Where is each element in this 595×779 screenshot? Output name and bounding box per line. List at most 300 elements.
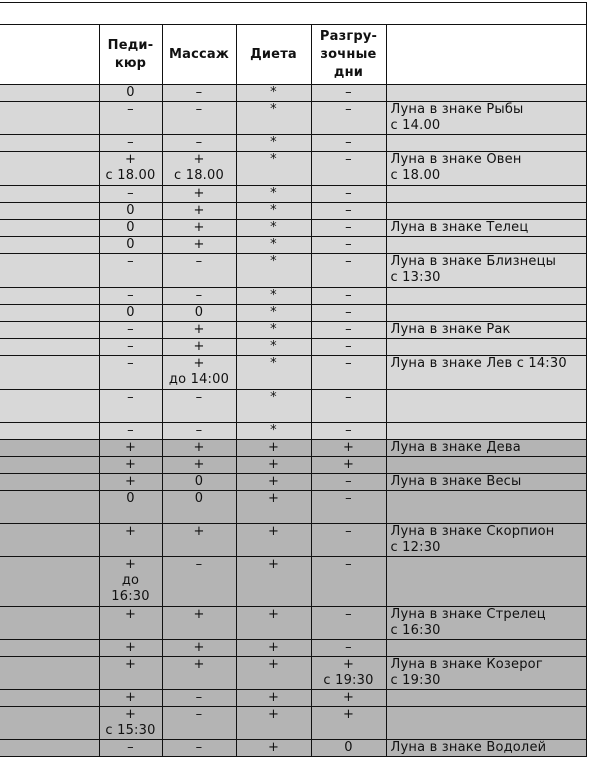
pedicure-cell xyxy=(99,356,162,390)
pedicure-cell-text: + xyxy=(124,474,137,489)
massage-cell-text: – xyxy=(195,288,203,303)
massage-cell-text: + xyxy=(193,440,205,455)
diet-cell-text: + xyxy=(267,557,280,572)
pedicure-cell-text: – xyxy=(127,288,134,303)
massage-cell-text: – xyxy=(195,390,203,405)
diet-cell-text: * xyxy=(270,254,277,269)
diet-cell-text: + xyxy=(267,707,280,722)
moon-note-cell xyxy=(386,305,586,322)
moon-note-cell xyxy=(386,322,586,339)
diet-cell-text: * xyxy=(270,135,277,150)
pedicure-cell xyxy=(99,305,162,322)
pedicure-cell-text: – xyxy=(127,322,134,337)
moon-note-cell xyxy=(386,237,586,254)
pedicure-cell-text: + xyxy=(124,440,137,455)
fasting-cell-text: – xyxy=(345,85,352,100)
diet-cell-text: + xyxy=(267,640,280,655)
fasting-cell xyxy=(311,254,386,288)
massage-cell-text: + xyxy=(193,607,205,622)
massage-cell xyxy=(162,474,236,491)
fasting-cell-text: – xyxy=(345,607,352,622)
massage-cell-text: + xyxy=(193,203,205,218)
table-row xyxy=(0,152,586,186)
diet-cell xyxy=(236,607,311,640)
fasting-cell xyxy=(311,288,386,305)
massage-cell-text: – xyxy=(195,85,203,100)
table-row xyxy=(0,457,586,474)
moon-note-cell xyxy=(386,186,586,203)
table-body xyxy=(0,3,586,757)
fasting-cell-text: – xyxy=(345,557,352,572)
massage-cell xyxy=(162,237,236,254)
massage-cell xyxy=(162,102,236,135)
table-row xyxy=(0,474,586,491)
header-fasting xyxy=(311,25,386,85)
fasting-cell xyxy=(311,356,386,390)
fasting-cell xyxy=(311,524,386,557)
massage-cell-text: – xyxy=(195,707,203,722)
pedicure-cell xyxy=(99,491,162,524)
pedicure-cell xyxy=(99,423,162,440)
table-row xyxy=(0,557,586,607)
title-cell xyxy=(0,3,586,25)
pedicure-cell-text: 0 xyxy=(126,305,135,320)
diet-cell xyxy=(236,254,311,288)
table-row xyxy=(0,254,586,288)
row-blank-cell xyxy=(0,288,99,305)
fasting-cell xyxy=(311,640,386,657)
massage-cell-text: – xyxy=(195,102,203,117)
table-row xyxy=(0,524,586,557)
diet-cell-text: + xyxy=(267,524,280,539)
header-notes xyxy=(386,25,586,85)
diet-cell-text: * xyxy=(270,390,277,405)
pedicure-cell xyxy=(99,322,162,339)
pedicure-cell xyxy=(99,440,162,457)
pedicure-cell-text: + xyxy=(124,640,137,655)
fasting-cell-text: 0 xyxy=(344,740,353,755)
fasting-cell xyxy=(311,85,386,102)
row-blank-cell xyxy=(0,339,99,356)
pedicure-cell xyxy=(99,557,162,607)
moon-note-cell xyxy=(386,356,586,390)
massage-cell xyxy=(162,85,236,102)
row-blank-cell xyxy=(0,203,99,220)
pedicure-cell-text: + xyxy=(124,657,137,672)
fasting-cell-text: – xyxy=(345,474,352,489)
diet-cell-text: * xyxy=(270,220,277,235)
header-pedicure xyxy=(99,25,162,85)
moon-note-cell xyxy=(386,423,586,440)
diet-cell xyxy=(236,322,311,339)
pedicure-cell-text: + с 15:30 xyxy=(105,707,156,738)
table-row xyxy=(0,186,586,203)
pedicure-cell xyxy=(99,237,162,254)
pedicure-cell-text: – xyxy=(127,740,134,755)
header-massage-label: Массаж xyxy=(168,46,230,62)
pedicure-cell xyxy=(99,607,162,640)
massage-cell-text: 0 xyxy=(194,474,204,489)
row-blank-cell xyxy=(0,524,99,557)
row-blank-cell xyxy=(0,707,99,740)
massage-cell-text: + до 14:00 xyxy=(168,356,230,387)
header-row xyxy=(0,25,586,85)
diet-cell xyxy=(236,491,311,524)
pedicure-cell-text: + xyxy=(124,690,137,705)
pedicure-cell xyxy=(99,254,162,288)
moon-note-cell xyxy=(386,740,586,757)
fasting-cell xyxy=(311,457,386,474)
fasting-cell-text: – xyxy=(345,423,352,438)
massage-cell xyxy=(162,339,236,356)
fasting-cell-text: – xyxy=(345,356,352,371)
pedicure-cell xyxy=(99,85,162,102)
moon-note-cell-text: Луна в знаке Весы xyxy=(390,474,522,489)
diet-cell xyxy=(236,474,311,491)
diet-cell xyxy=(236,288,311,305)
diet-cell-text: * xyxy=(270,356,277,371)
pedicure-cell-text: + xyxy=(124,524,137,539)
moon-note-cell xyxy=(386,657,586,690)
row-blank-cell xyxy=(0,152,99,186)
row-blank-cell xyxy=(0,640,99,657)
row-blank-cell xyxy=(0,657,99,690)
moon-note-cell xyxy=(386,474,586,491)
fasting-cell xyxy=(311,657,386,690)
massage-cell-text: + xyxy=(193,186,205,201)
moon-note-cell xyxy=(386,440,586,457)
diet-cell xyxy=(236,390,311,423)
diet-cell xyxy=(236,690,311,707)
diet-cell xyxy=(236,135,311,152)
moon-note-cell-text: Луна в знаке Стрелец с 16:30 xyxy=(390,607,546,638)
diet-cell-text: + xyxy=(267,457,280,472)
pedicure-cell xyxy=(99,203,162,220)
pedicure-cell-text: – xyxy=(127,390,134,405)
fasting-cell xyxy=(311,491,386,524)
diet-cell-text: + xyxy=(267,690,280,705)
massage-cell xyxy=(162,288,236,305)
pedicure-cell-text: – xyxy=(127,186,134,201)
table-row xyxy=(0,135,586,152)
fasting-cell-text: – xyxy=(345,135,352,150)
diet-cell-text: + xyxy=(267,657,280,672)
moon-note-cell-text: Луна в знаке Водолей xyxy=(390,740,547,755)
diet-cell-text: + xyxy=(267,607,280,622)
fasting-cell-text: + xyxy=(342,707,355,722)
row-blank-cell xyxy=(0,85,99,102)
header-blank xyxy=(0,25,99,85)
diet-cell xyxy=(236,102,311,135)
fasting-cell xyxy=(311,557,386,607)
pedicure-cell xyxy=(99,152,162,186)
pedicure-cell-text: – xyxy=(127,135,134,150)
fasting-cell xyxy=(311,322,386,339)
moon-note-cell xyxy=(386,288,586,305)
fasting-cell-text: + xyxy=(342,457,355,472)
fasting-cell xyxy=(311,203,386,220)
moon-note-cell-text: Луна в знаке Телец xyxy=(390,220,529,235)
fasting-cell xyxy=(311,707,386,740)
moon-note-cell xyxy=(386,607,586,640)
moon-note-cell xyxy=(386,690,586,707)
massage-cell xyxy=(162,186,236,203)
massage-cell xyxy=(162,607,236,640)
massage-cell-text: – xyxy=(195,740,203,755)
fasting-cell-text: – xyxy=(345,640,352,655)
pedicure-cell-text: – xyxy=(127,356,134,371)
pedicure-cell-text: + xyxy=(124,607,137,622)
diet-cell xyxy=(236,237,311,254)
fasting-cell-text: + xyxy=(342,690,355,705)
fasting-cell xyxy=(311,690,386,707)
title-row xyxy=(0,3,586,25)
diet-cell xyxy=(236,203,311,220)
moon-note-cell-text: Луна в знаке Лев с 14:30 xyxy=(390,356,567,371)
massage-cell xyxy=(162,457,236,474)
table-row xyxy=(0,220,586,237)
massage-cell-text: + xyxy=(193,220,205,235)
fasting-cell-text: + с 19:30 xyxy=(323,657,374,688)
fasting-cell-text: – xyxy=(345,237,352,252)
massage-cell xyxy=(162,707,236,740)
fasting-cell-text: – xyxy=(345,288,352,303)
row-blank-cell xyxy=(0,457,99,474)
fasting-cell-text: – xyxy=(345,305,352,320)
pedicure-cell xyxy=(99,740,162,757)
table-row xyxy=(0,440,586,457)
moon-note-cell xyxy=(386,254,586,288)
moon-note-cell xyxy=(386,102,586,135)
massage-cell xyxy=(162,305,236,322)
pedicure-cell-text: 0 xyxy=(126,85,135,100)
table-row xyxy=(0,640,586,657)
diet-cell xyxy=(236,186,311,203)
massage-cell-text: 0 xyxy=(194,491,204,506)
massage-cell-text: – xyxy=(195,423,203,438)
moon-note-cell xyxy=(386,339,586,356)
moon-note-cell xyxy=(386,524,586,557)
row-blank-cell xyxy=(0,135,99,152)
table-row xyxy=(0,607,586,640)
moon-note-cell xyxy=(386,152,586,186)
fasting-cell xyxy=(311,237,386,254)
row-blank-cell xyxy=(0,390,99,423)
row-blank-cell xyxy=(0,474,99,491)
massage-cell xyxy=(162,557,236,607)
moon-note-cell xyxy=(386,85,586,102)
header-fasting-label: Разгру- зочные дни xyxy=(319,28,378,80)
pedicure-cell-text: + до 16:30 xyxy=(111,557,150,604)
pedicure-cell-text: + с 18.00 xyxy=(105,152,156,183)
table-row xyxy=(0,690,586,707)
row-blank-cell xyxy=(0,220,99,237)
pedicure-cell-text: 0 xyxy=(126,237,135,252)
fasting-cell-text: – xyxy=(345,322,352,337)
moon-note-cell xyxy=(386,135,586,152)
diet-cell-text: * xyxy=(270,288,277,303)
moon-note-cell-text: Луна в знаке Близнецы с 13:30 xyxy=(390,254,557,285)
table-row xyxy=(0,657,586,690)
pedicure-cell xyxy=(99,707,162,740)
massage-cell-text: – xyxy=(195,690,203,705)
diet-cell-text: + xyxy=(267,491,280,506)
diet-cell xyxy=(236,356,311,390)
row-blank-cell xyxy=(0,186,99,203)
diet-cell-text: * xyxy=(270,423,277,438)
pedicure-cell xyxy=(99,390,162,423)
fasting-cell xyxy=(311,339,386,356)
pedicure-cell xyxy=(99,474,162,491)
massage-cell xyxy=(162,491,236,524)
pedicure-cell-text: 0 xyxy=(126,203,135,218)
pedicure-cell xyxy=(99,135,162,152)
diet-cell xyxy=(236,557,311,607)
moon-note-cell xyxy=(386,707,586,740)
massage-cell xyxy=(162,640,236,657)
pedicure-cell xyxy=(99,102,162,135)
fasting-cell-text: – xyxy=(345,152,352,167)
row-blank-cell xyxy=(0,305,99,322)
massage-cell-text: – xyxy=(195,135,203,150)
diet-cell-text: * xyxy=(270,305,277,320)
table-row xyxy=(0,423,586,440)
massage-cell xyxy=(162,322,236,339)
row-blank-cell xyxy=(0,491,99,524)
pedicure-cell xyxy=(99,339,162,356)
row-blank-cell xyxy=(0,102,99,135)
table-row xyxy=(0,288,586,305)
table-row xyxy=(0,740,586,757)
massage-cell xyxy=(162,203,236,220)
diet-cell-text: * xyxy=(270,237,277,252)
massage-cell-text: + с 18.00 xyxy=(174,152,224,183)
fasting-cell-text: – xyxy=(345,186,352,201)
massage-cell xyxy=(162,135,236,152)
diet-cell-text: + xyxy=(267,740,280,755)
massage-cell xyxy=(162,423,236,440)
fasting-cell xyxy=(311,423,386,440)
diet-cell-text: * xyxy=(270,186,277,201)
row-blank-cell xyxy=(0,740,99,757)
diet-cell xyxy=(236,152,311,186)
fasting-cell-text: – xyxy=(345,339,352,354)
row-blank-cell xyxy=(0,254,99,288)
moon-note-cell-text: Луна в знаке Скорпион с 12:30 xyxy=(390,524,555,555)
fasting-cell xyxy=(311,474,386,491)
moon-note-cell xyxy=(386,557,586,607)
massage-cell xyxy=(162,440,236,457)
massage-cell-text: + xyxy=(193,657,205,672)
pedicure-cell-text: 0 xyxy=(126,220,135,235)
fasting-cell-text: – xyxy=(345,524,352,539)
moon-note-cell xyxy=(386,491,586,524)
row-blank-cell xyxy=(0,237,99,254)
fasting-cell xyxy=(311,740,386,757)
table-row xyxy=(0,491,586,524)
pedicure-cell-text: – xyxy=(127,254,134,269)
massage-cell-text: – xyxy=(195,557,203,572)
diet-cell-text: * xyxy=(270,322,277,337)
pedicure-cell xyxy=(99,524,162,557)
moon-note-cell xyxy=(386,220,586,237)
row-blank-cell xyxy=(0,607,99,640)
header-pedicure-label: Педи- кюр xyxy=(107,37,154,71)
moon-note-cell xyxy=(386,203,586,220)
diet-cell xyxy=(236,305,311,322)
row-blank-cell xyxy=(0,557,99,607)
diet-cell xyxy=(236,640,311,657)
fasting-cell xyxy=(311,152,386,186)
fasting-cell-text: – xyxy=(345,220,352,235)
diet-cell xyxy=(236,457,311,474)
row-blank-cell xyxy=(0,423,99,440)
diet-cell xyxy=(236,657,311,690)
row-blank-cell xyxy=(0,322,99,339)
table-row xyxy=(0,203,586,220)
table-row xyxy=(0,322,586,339)
pedicure-cell-text: + xyxy=(124,457,137,472)
pedicure-cell xyxy=(99,657,162,690)
massage-cell xyxy=(162,356,236,390)
pedicure-cell-text: 0 xyxy=(126,491,135,506)
fasting-cell-text: – xyxy=(345,102,352,117)
pedicure-cell-text: – xyxy=(127,102,134,117)
header-diet-label: Диета xyxy=(250,46,297,62)
diet-cell-text: + xyxy=(267,474,280,489)
diet-cell-text: + xyxy=(267,440,280,455)
massage-cell-text: + xyxy=(193,457,205,472)
diet-cell xyxy=(236,85,311,102)
moon-note-cell xyxy=(386,457,586,474)
diet-cell xyxy=(236,707,311,740)
table-row xyxy=(0,390,586,423)
moon-note-cell xyxy=(386,640,586,657)
fasting-cell-text: – xyxy=(345,390,352,405)
massage-cell xyxy=(162,152,236,186)
header-diet xyxy=(236,25,311,85)
diet-cell-text: * xyxy=(270,85,277,100)
massage-cell-text: + xyxy=(193,640,205,655)
diet-cell-text: * xyxy=(270,152,277,167)
table-row xyxy=(0,85,586,102)
table-row xyxy=(0,356,586,390)
moon-note-cell-text: Луна в знаке Рыбы с 14.00 xyxy=(390,102,524,133)
fasting-cell-text: – xyxy=(345,203,352,218)
diet-cell xyxy=(236,440,311,457)
moon-note-cell-text: Луна в знаке Дева xyxy=(390,440,521,455)
moon-note-cell xyxy=(386,390,586,423)
pedicure-cell xyxy=(99,640,162,657)
table-row xyxy=(0,339,586,356)
fasting-cell xyxy=(311,135,386,152)
moon-note-cell-text: Луна в знаке Рак xyxy=(390,322,511,337)
pedicure-cell xyxy=(99,186,162,203)
procedures-table xyxy=(0,2,587,757)
pedicure-cell xyxy=(99,457,162,474)
fasting-cell xyxy=(311,102,386,135)
fasting-cell xyxy=(311,186,386,203)
pedicure-cell-text: – xyxy=(127,339,134,354)
diet-cell-text: * xyxy=(270,339,277,354)
massage-cell xyxy=(162,690,236,707)
pedicure-cell xyxy=(99,690,162,707)
diet-cell xyxy=(236,220,311,237)
massage-cell xyxy=(162,390,236,423)
massage-cell xyxy=(162,524,236,557)
massage-cell-text: + xyxy=(193,322,205,337)
pedicure-cell xyxy=(99,220,162,237)
